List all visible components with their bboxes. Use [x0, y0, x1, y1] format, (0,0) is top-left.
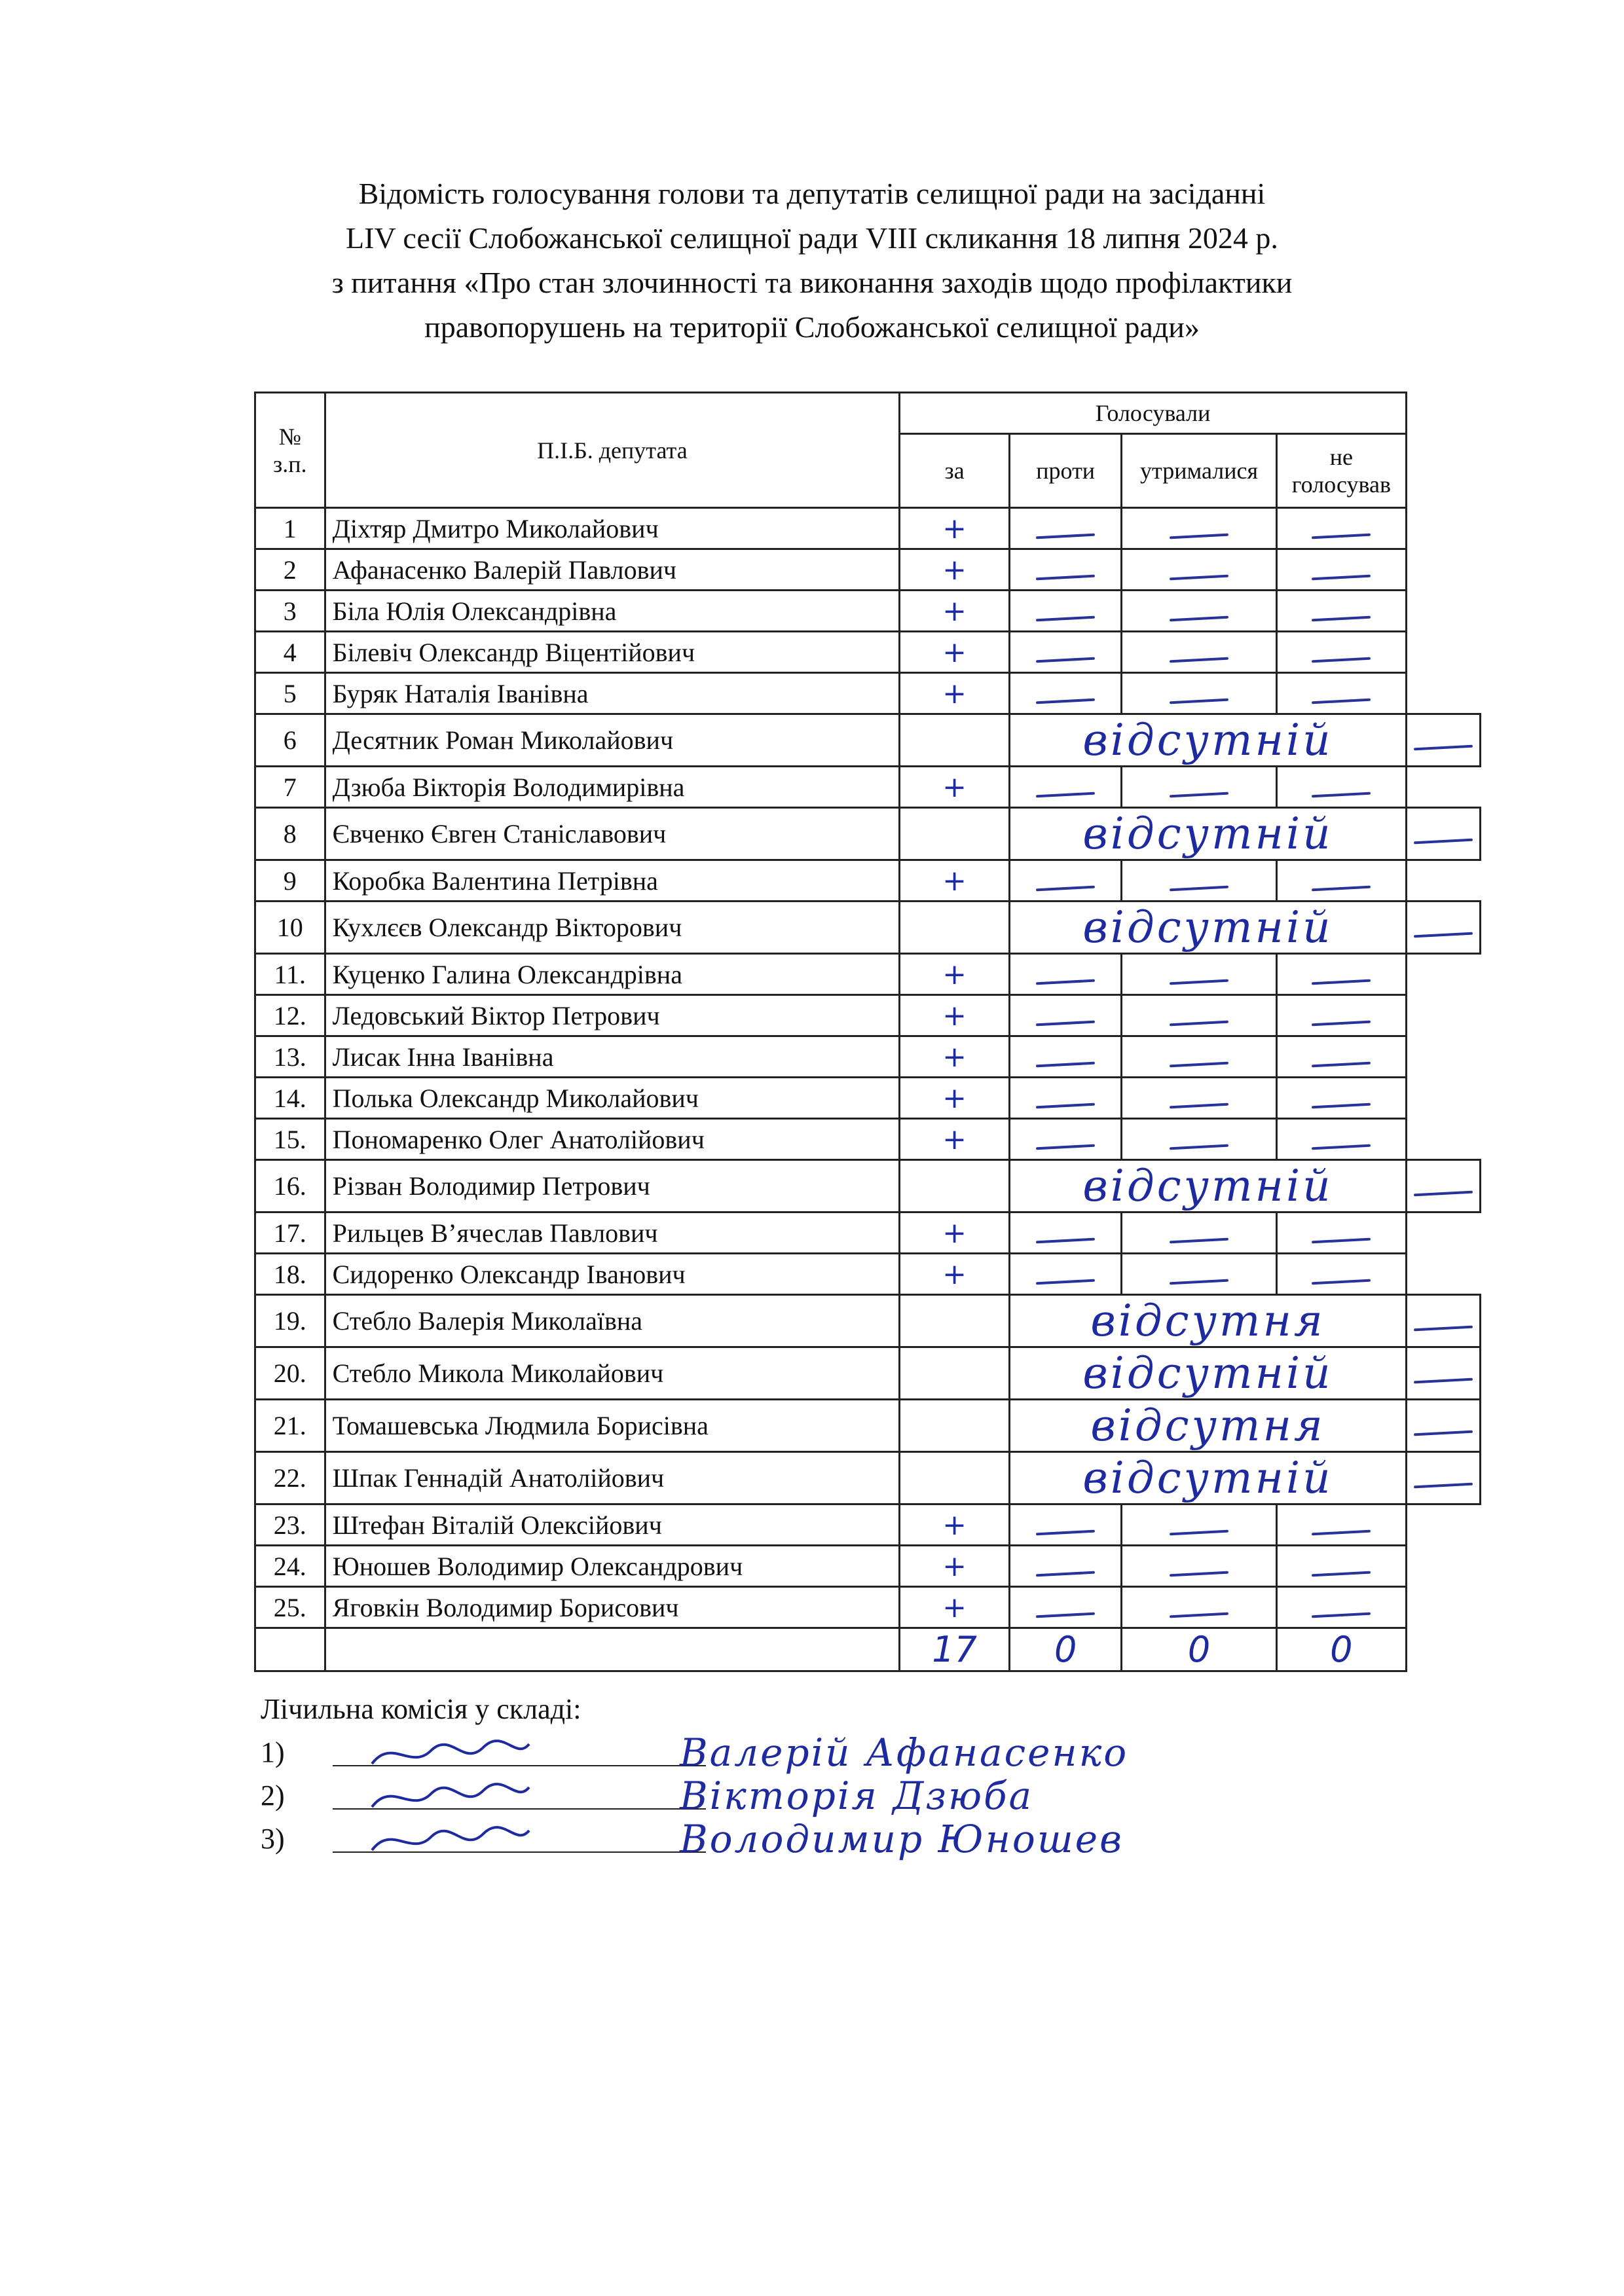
vote-for-cell — [900, 1347, 1010, 1400]
row-number: 16. — [255, 1160, 325, 1212]
dash-mark — [1414, 932, 1473, 938]
vote-not-voted-cell — [1276, 1078, 1406, 1119]
table-row — [255, 1119, 1481, 1160]
vote-against-cell — [1010, 1078, 1122, 1119]
vote-for-mark: + — [900, 673, 1010, 714]
vote-for-mark: + — [900, 1587, 1010, 1628]
dash-mark — [1170, 1571, 1228, 1576]
deputy-name: Пономаренко Олег Анатолійович — [325, 1119, 900, 1160]
vote-not-voted-cell — [1276, 673, 1406, 714]
total-abstained: 0 — [1122, 1628, 1276, 1671]
vote-for-mark: + — [900, 1078, 1010, 1119]
deputy-name: Євченко Євген Станіславович — [325, 808, 900, 860]
header-num: № з.п. — [255, 393, 325, 508]
table-row — [255, 995, 1481, 1036]
vote-abstained-cell — [1122, 1587, 1276, 1628]
title-line-4: правопорушень на території Слобожанської селищної ради» — [424, 310, 1200, 344]
dash-mark — [1414, 1191, 1473, 1197]
deputy-name: Томашевська Людмила Борисівна — [325, 1400, 900, 1452]
vote-against-cell — [1010, 1546, 1122, 1587]
member-number: 3) — [261, 1823, 285, 1855]
dash-mark — [1036, 1144, 1095, 1150]
vote-abstained-cell — [1122, 1078, 1276, 1119]
vote-not-voted-cell — [1276, 1504, 1406, 1546]
table-row — [255, 1546, 1481, 1587]
vote-against-cell — [1010, 954, 1122, 995]
vote-for-mark: + — [900, 860, 1010, 902]
vote-abstained-cell — [1122, 1212, 1276, 1254]
vote-not-voted-cell — [1276, 860, 1406, 902]
dash-mark — [1170, 1612, 1228, 1618]
vote-for-mark: + — [900, 1504, 1010, 1546]
vote-abstained-cell — [1122, 673, 1276, 714]
document-title — [196, 172, 1428, 350]
dash-mark — [1170, 1020, 1228, 1026]
row-number: 17. — [255, 1212, 325, 1254]
dash-mark — [1170, 979, 1228, 985]
vote-against-cell — [1010, 1212, 1122, 1254]
absent-note: відсутній — [1010, 808, 1407, 860]
vote-for-cell — [900, 1160, 1010, 1212]
dash-mark — [1036, 1571, 1095, 1576]
vote-against-cell — [1010, 508, 1122, 549]
header-not-voted: не голосував — [1276, 434, 1406, 508]
table-row — [255, 1078, 1481, 1119]
header-against: проти — [1010, 434, 1122, 508]
member-handwritten-name: Вікторія Дзюба — [680, 1774, 1034, 1818]
vote-not-voted-cell — [1407, 1295, 1481, 1347]
totals-row — [255, 1628, 1481, 1671]
absent-note: відсутній — [1010, 1347, 1407, 1400]
deputy-name: Десятник Роман Миколайович — [325, 714, 900, 767]
vote-for-mark: + — [900, 1212, 1010, 1254]
vote-against-cell — [1010, 860, 1122, 902]
row-number: 24. — [255, 1546, 325, 1587]
vote-abstained-cell — [1122, 591, 1276, 632]
dash-mark — [1036, 657, 1095, 663]
commission-label: Лічильна комісія у складі: — [261, 1693, 581, 1725]
vote-for-cell — [900, 1400, 1010, 1452]
vote-not-voted-cell — [1276, 1212, 1406, 1254]
absent-note: відсутній — [1010, 1452, 1407, 1504]
header-name: П.І.Б. депутата — [325, 393, 900, 508]
deputy-name: Лисак Інна Іванівна — [325, 1036, 900, 1078]
deputy-name: Буряк Наталія Іванівна — [325, 673, 900, 714]
deputy-name: Юношев Володимир Олександрович — [325, 1546, 900, 1587]
dash-mark — [1170, 574, 1228, 580]
title-line-2: LIV сесії Слобожанської селищної ради VIII скликання 18 липня 2024 р. — [346, 221, 1278, 255]
dash-mark — [1036, 1061, 1095, 1067]
vote-not-voted-cell — [1276, 995, 1406, 1036]
vote-not-voted-cell — [1407, 808, 1481, 860]
vote-not-voted-cell — [1276, 591, 1406, 632]
dash-mark — [1036, 1279, 1095, 1285]
row-number: 6 — [255, 714, 325, 767]
deputy-name: Діхтяр Дмитро Миколайович — [325, 508, 900, 549]
deputy-name: Шпак Геннадій Анатолійович — [325, 1452, 900, 1504]
dash-mark — [1414, 1326, 1473, 1332]
dash-mark — [1036, 1529, 1095, 1535]
dash-mark — [1170, 1061, 1228, 1067]
title-line-3: з питання «Про стан злочинності та виконання заходів щодо профілактики — [331, 266, 1293, 299]
member-number: 2) — [261, 1779, 285, 1812]
signature — [365, 1731, 536, 1777]
table-row — [255, 767, 1481, 808]
dash-mark — [1036, 615, 1095, 621]
row-number: 8 — [255, 808, 325, 860]
dash-mark — [1036, 979, 1095, 985]
row-number: 14. — [255, 1078, 325, 1119]
dash-mark — [1036, 885, 1095, 891]
table-row — [255, 1254, 1481, 1295]
table-row — [255, 549, 1481, 591]
vote-abstained-cell — [1122, 995, 1276, 1036]
table-row — [255, 1452, 1481, 1504]
dash-mark — [1036, 574, 1095, 580]
table-row — [255, 1295, 1481, 1347]
vote-against-cell — [1010, 1036, 1122, 1078]
dash-mark — [1036, 533, 1095, 539]
member-number: 1) — [261, 1736, 285, 1768]
vote-not-voted-cell — [1407, 1452, 1481, 1504]
vote-abstained-cell — [1122, 954, 1276, 995]
row-number: 9 — [255, 860, 325, 902]
table-row — [255, 714, 1481, 767]
table-body — [255, 508, 1481, 1628]
dash-mark — [1170, 792, 1228, 797]
vote-not-voted-cell — [1407, 1400, 1481, 1452]
dash-mark — [1414, 839, 1473, 845]
vote-for-mark: + — [900, 549, 1010, 591]
dash-mark — [1170, 1102, 1228, 1108]
vote-against-cell — [1010, 673, 1122, 714]
dash-mark — [1312, 1279, 1371, 1285]
vote-against-cell — [1010, 549, 1122, 591]
dash-mark — [1312, 885, 1371, 891]
dash-mark — [1036, 1612, 1095, 1618]
total-for: 17 — [900, 1628, 1010, 1671]
totals-name-cell — [325, 1628, 900, 1671]
vote-not-voted-cell — [1276, 1036, 1406, 1078]
dash-mark — [1312, 979, 1371, 985]
deputy-name: Стебло Микола Миколайович — [325, 1347, 900, 1400]
vote-for-mark: + — [900, 591, 1010, 632]
dash-mark — [1170, 1144, 1228, 1150]
dash-mark — [1312, 698, 1371, 704]
dash-mark — [1312, 657, 1371, 663]
dash-mark — [1170, 657, 1228, 663]
dash-mark — [1170, 615, 1228, 621]
vote-against-cell — [1010, 1504, 1122, 1546]
vote-not-voted-cell — [1276, 549, 1406, 591]
vote-not-voted-cell — [1276, 1546, 1406, 1587]
vote-for-cell — [900, 902, 1010, 954]
total-not-voted: 0 — [1276, 1628, 1406, 1671]
commission-member — [261, 1774, 1034, 1818]
vote-for-mark: + — [900, 1546, 1010, 1587]
vote-abstained-cell — [1122, 508, 1276, 549]
vote-not-voted-cell — [1276, 954, 1406, 995]
table-row — [255, 673, 1481, 714]
vote-abstained-cell — [1122, 1036, 1276, 1078]
dash-mark — [1312, 615, 1371, 621]
row-number: 5 — [255, 673, 325, 714]
table-row — [255, 1212, 1481, 1254]
row-number: 11. — [255, 954, 325, 995]
dash-mark — [1414, 1483, 1473, 1489]
table-row — [255, 860, 1481, 902]
table-row — [255, 591, 1481, 632]
signature — [365, 1774, 536, 1820]
title-line-1: Відомість голосування голови та депутатів селищної ради на засіданні — [358, 177, 1266, 210]
vote-for-cell — [900, 714, 1010, 767]
dash-mark — [1312, 1237, 1371, 1243]
absent-note: відсутня — [1010, 1400, 1407, 1452]
table-row — [255, 902, 1481, 954]
dash-mark — [1312, 1612, 1371, 1618]
vote-for-cell — [900, 1452, 1010, 1504]
row-number: 15. — [255, 1119, 325, 1160]
signature — [365, 1817, 536, 1863]
dash-mark — [1036, 1102, 1095, 1108]
deputy-name: Біла Юлія Олександрівна — [325, 591, 900, 632]
totals-num-cell — [255, 1628, 325, 1671]
dash-mark — [1036, 792, 1095, 797]
dash-mark — [1312, 574, 1371, 580]
row-number: 19. — [255, 1295, 325, 1347]
dash-mark — [1312, 1529, 1371, 1535]
dash-mark — [1312, 1061, 1371, 1067]
vote-abstained-cell — [1122, 1504, 1276, 1546]
vote-abstained-cell — [1122, 1254, 1276, 1295]
table-row — [255, 1400, 1481, 1452]
table-row — [255, 1347, 1481, 1400]
vote-abstained-cell — [1122, 1119, 1276, 1160]
row-number: 22. — [255, 1452, 325, 1504]
vote-not-voted-cell — [1407, 1160, 1481, 1212]
vote-not-voted-cell — [1407, 1347, 1481, 1400]
dash-mark — [1414, 1378, 1473, 1384]
deputy-name: Коробка Валентина Петрівна — [325, 860, 900, 902]
deputy-name: Білевіч Олександр Віцентійович — [325, 632, 900, 673]
member-handwritten-name: Валерій Афанасенко — [680, 1730, 1129, 1775]
absent-note: відсутній — [1010, 902, 1407, 954]
vote-for-mark: + — [900, 1036, 1010, 1078]
dash-mark — [1036, 1237, 1095, 1243]
row-number: 7 — [255, 767, 325, 808]
row-number: 13. — [255, 1036, 325, 1078]
deputy-name: Кухлєєв Олександр Вікторович — [325, 902, 900, 954]
counting-commission — [261, 1688, 1129, 1861]
table-row — [255, 632, 1481, 673]
vote-for-mark: + — [900, 508, 1010, 549]
dash-mark — [1170, 533, 1228, 539]
table-row — [255, 808, 1481, 860]
dash-mark — [1312, 1020, 1371, 1026]
deputy-name: Ледовський Віктор Петрович — [325, 995, 900, 1036]
absent-note: відсутній — [1010, 1160, 1407, 1212]
vote-against-cell — [1010, 632, 1122, 673]
dash-mark — [1170, 698, 1228, 704]
vote-not-voted-cell — [1407, 714, 1481, 767]
deputy-name: Стебло Валерія Миколаївна — [325, 1295, 900, 1347]
deputy-name: Сидоренко Олександр Іванович — [325, 1254, 900, 1295]
row-number: 2 — [255, 549, 325, 591]
vote-not-voted-cell — [1276, 1119, 1406, 1160]
vote-not-voted-cell — [1276, 1587, 1406, 1628]
table-row — [255, 1587, 1481, 1628]
row-number: 3 — [255, 591, 325, 632]
deputy-name: Дзюба Вікторія Володимирівна — [325, 767, 900, 808]
vote-for-mark: + — [900, 1254, 1010, 1295]
dash-mark — [1312, 1102, 1371, 1108]
dash-mark — [1170, 1279, 1228, 1285]
deputy-name: Різван Володимир Петрович — [325, 1160, 900, 1212]
vote-for-mark: + — [900, 767, 1010, 808]
vote-abstained-cell — [1122, 767, 1276, 808]
vote-abstained-cell — [1122, 632, 1276, 673]
total-against: 0 — [1010, 1628, 1122, 1671]
dash-mark — [1170, 1529, 1228, 1535]
vote-for-mark: + — [900, 1119, 1010, 1160]
deputy-name: Куценко Галина Олександрівна — [325, 954, 900, 995]
dash-mark — [1312, 792, 1371, 797]
header-abstained: утрималися — [1122, 434, 1276, 508]
deputy-name: Штефан Віталій Олексійович — [325, 1504, 900, 1546]
dash-mark — [1312, 1571, 1371, 1576]
table-row — [255, 508, 1481, 549]
table-row — [255, 954, 1481, 995]
vote-for-cell — [900, 1295, 1010, 1347]
vote-for-mark: + — [900, 632, 1010, 673]
vote-not-voted-cell — [1276, 767, 1406, 808]
vote-for-mark: + — [900, 954, 1010, 995]
row-number: 20. — [255, 1347, 325, 1400]
dash-mark — [1036, 698, 1095, 704]
header-for: за — [900, 434, 1010, 508]
row-number: 25. — [255, 1587, 325, 1628]
dash-mark — [1170, 1237, 1228, 1243]
vote-not-voted-cell — [1407, 902, 1481, 954]
vote-against-cell — [1010, 995, 1122, 1036]
voting-table — [254, 392, 1481, 1672]
vote-against-cell — [1010, 1587, 1122, 1628]
vote-abstained-cell — [1122, 1546, 1276, 1587]
row-number: 1 — [255, 508, 325, 549]
deputy-name: Афанасенко Валерій Павлович — [325, 549, 900, 591]
row-number: 10 — [255, 902, 325, 954]
vote-against-cell — [1010, 1254, 1122, 1295]
table-row — [255, 1504, 1481, 1546]
vote-not-voted-cell — [1276, 632, 1406, 673]
dash-mark — [1414, 1430, 1473, 1436]
deputy-name: Яговкін Володимир Борисович — [325, 1587, 900, 1628]
vote-not-voted-cell — [1276, 1254, 1406, 1295]
table-row — [255, 1036, 1481, 1078]
vote-not-voted-cell — [1276, 508, 1406, 549]
row-number: 23. — [255, 1504, 325, 1546]
vote-for-cell — [900, 808, 1010, 860]
table-row — [255, 1160, 1481, 1212]
dash-mark — [1414, 745, 1473, 751]
vote-against-cell — [1010, 1119, 1122, 1160]
vote-abstained-cell — [1122, 860, 1276, 902]
commission-member — [261, 1817, 1124, 1861]
dash-mark — [1170, 885, 1228, 891]
deputy-name: Полька Олександр Миколайович — [325, 1078, 900, 1119]
deputy-name: Рильцев В’ячеслав Павлович — [325, 1212, 900, 1254]
absent-note: відсутня — [1010, 1295, 1407, 1347]
vote-for-mark: + — [900, 995, 1010, 1036]
row-number: 4 — [255, 632, 325, 673]
dash-mark — [1312, 1144, 1371, 1150]
absent-note: відсутній — [1010, 714, 1407, 767]
dash-mark — [1036, 1020, 1095, 1026]
row-number: 21. — [255, 1400, 325, 1452]
row-number: 18. — [255, 1254, 325, 1295]
dash-mark — [1312, 533, 1371, 539]
vote-abstained-cell — [1122, 549, 1276, 591]
commission-member — [261, 1730, 1129, 1775]
row-number: 12. — [255, 995, 325, 1036]
vote-against-cell — [1010, 767, 1122, 808]
header-voted: Голосували — [900, 393, 1407, 434]
vote-against-cell — [1010, 591, 1122, 632]
member-handwritten-name: Володимир Юношев — [680, 1817, 1124, 1861]
